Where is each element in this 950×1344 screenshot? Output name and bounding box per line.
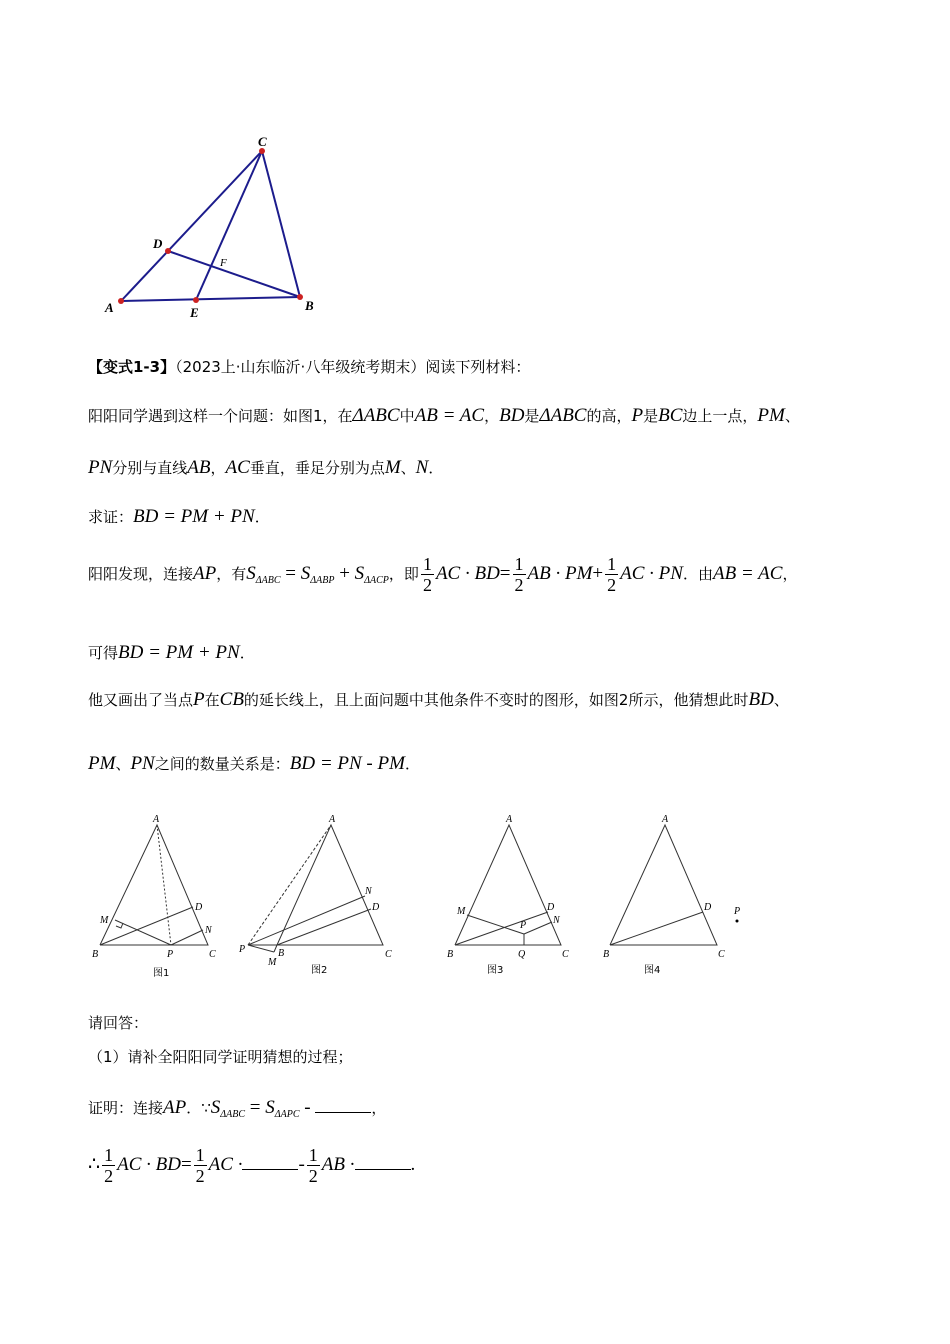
text: ． [239, 644, 255, 662]
point-B [297, 294, 303, 300]
text: 阳阳同学遇到这样一个问题：如图1，在 [88, 407, 353, 425]
figure-1 [100, 825, 208, 945]
fig2-label-M: M [268, 957, 277, 968]
text: 、 [400, 459, 416, 477]
text: 之间的数量关系是： [154, 755, 290, 773]
math: AB = AC [712, 563, 783, 584]
segment-AB [121, 297, 300, 301]
numerator: 1 [607, 554, 617, 574]
fraction-half [513, 555, 526, 594]
numerator: 1 [195, 1145, 205, 1165]
fig3-label-B: B [447, 949, 454, 960]
math: BD = PN - PM [289, 753, 405, 774]
fig1-label-M: M [100, 915, 109, 926]
paragraph-line-2 [88, 458, 443, 477]
subscript: ΔABP [310, 575, 335, 586]
denominator: 2 [607, 575, 617, 595]
fig1-label-C: C [209, 949, 216, 960]
denominator: 2 [308, 1166, 318, 1186]
fig3-label-A: A [506, 814, 513, 825]
text: ，有 [216, 565, 247, 583]
math: AC · [208, 1154, 243, 1175]
math: S [265, 1097, 275, 1118]
math: AB = AC [414, 405, 485, 426]
math: CB [219, 689, 244, 710]
fraction-half [194, 1146, 207, 1185]
fill-blank-2[interactable] [242, 1168, 298, 1170]
math: = [499, 563, 511, 584]
math: + [592, 563, 604, 584]
math: S [354, 563, 365, 584]
conclusion-line [88, 643, 255, 662]
text: 分别与直线 [112, 459, 188, 477]
text: ． [428, 459, 444, 477]
numerator: 1 [104, 1145, 114, 1165]
denominator: 2 [422, 575, 432, 595]
denominator: 2 [514, 575, 524, 595]
fig4-label-C: C [718, 949, 725, 960]
math: PN [88, 457, 113, 478]
text: ． [404, 755, 420, 773]
segment-AC [121, 151, 262, 301]
numerator: 1 [514, 554, 524, 574]
text: ． [254, 508, 270, 526]
math: AB [187, 457, 211, 478]
math: AC [225, 457, 250, 478]
text: 证明：连接 [88, 1099, 164, 1117]
math: M [384, 457, 401, 478]
math: ΔABC [539, 405, 587, 426]
fig4-label-D: D [704, 902, 712, 913]
discovery-line [88, 552, 797, 596]
label-D: D [153, 236, 163, 251]
numerator: 1 [308, 1145, 318, 1165]
fig3-label-P: P [520, 920, 527, 931]
math: S [300, 563, 311, 584]
text: ，即 [388, 565, 419, 583]
math: AC · BD [435, 563, 500, 584]
answer-intro: 请回答： [88, 1014, 149, 1032]
text: ．∵ [186, 1099, 211, 1117]
fig2-label-C: C [385, 949, 392, 960]
fraction-half [421, 555, 434, 594]
math: AB · [321, 1154, 355, 1175]
math: - [299, 1097, 316, 1118]
text: ， [210, 459, 226, 477]
segment-DB [168, 251, 300, 297]
math: BC [658, 405, 683, 426]
fill-blank-3[interactable] [355, 1168, 411, 1170]
fig3-label-Q: Q [518, 949, 526, 960]
fig1-label-D: D [195, 902, 203, 913]
math: PM [757, 405, 785, 426]
math: S [210, 1097, 221, 1118]
text: 是 [524, 407, 540, 425]
math: AC · PN [620, 563, 683, 584]
label-F: F [220, 257, 227, 269]
math: PN [130, 753, 155, 774]
text: 垂直，垂足分别为点 [249, 459, 385, 477]
text: ．由 [682, 565, 713, 583]
paragraph-line-1 [88, 406, 800, 425]
prove-line [88, 507, 270, 526]
fraction-half [102, 1146, 115, 1185]
variant-tag: 【变式1-3】 [88, 358, 176, 376]
text: ， [371, 1099, 387, 1117]
text: 在 [204, 691, 220, 709]
problem-header [88, 360, 530, 375]
text: 求证： [88, 508, 134, 526]
math: BD [748, 689, 774, 710]
subscript: ΔACP [364, 575, 389, 586]
fig1-label-N: N [205, 925, 212, 936]
text: ， [782, 565, 798, 583]
math: = [180, 1154, 192, 1175]
subscript: ΔABC [255, 575, 281, 586]
math: S [246, 563, 256, 584]
subscript: ΔAPC [274, 1109, 300, 1120]
fig4-label-B: B [603, 949, 610, 960]
point-D [165, 248, 171, 254]
math: P [631, 405, 644, 426]
math: AC · BD [117, 1154, 181, 1175]
math: AB · PM [527, 563, 593, 584]
math: = [280, 563, 301, 584]
text: 阳阳发现，连接 [88, 565, 194, 583]
caption-fig3: 图3 [487, 965, 504, 976]
text: 可得 [88, 644, 119, 662]
fig2-label-D: D [372, 902, 380, 913]
fig2-label-A: A [329, 814, 336, 825]
fig4-label-A: A [662, 814, 669, 825]
fig3-label-D: D [547, 902, 555, 913]
text: 是 [643, 407, 659, 425]
label-E: E [190, 305, 199, 320]
caption-fig2: 图2 [311, 965, 328, 976]
text: 的高， [586, 407, 632, 425]
figures-row [85, 810, 750, 990]
math: . [410, 1154, 416, 1175]
caption-fig4: 图4 [644, 965, 661, 976]
denominator: 2 [195, 1166, 205, 1186]
fig3-label-N: N [553, 915, 560, 926]
point-E [193, 297, 199, 303]
fraction-half [605, 555, 618, 594]
denominator: 2 [104, 1166, 114, 1186]
math: PM [88, 753, 116, 774]
fill-blank-1[interactable] [315, 1111, 371, 1113]
segment-CB [262, 151, 300, 297]
numerator: 1 [422, 554, 432, 574]
question-1: （1）请补全阳阳同学证明猜想的过程； [88, 1048, 353, 1066]
fig4-point-P [736, 920, 739, 923]
fig2-label-N: N [365, 886, 372, 897]
segment-CE [196, 151, 262, 300]
text: 他又画出了当点 [88, 691, 194, 709]
text: 、 [773, 691, 789, 709]
fig4-label-P: P [734, 906, 741, 917]
text: 的延长线上，且上面问题中其他条件不变时的图形，如图2所示，他猜想此时 [243, 691, 749, 709]
math: BD = PM + PN [118, 642, 240, 663]
fig3-label-C: C [562, 949, 569, 960]
math: + [334, 563, 355, 584]
math: - [298, 1154, 305, 1175]
figure-2 [248, 825, 383, 952]
text: 、 [784, 407, 800, 425]
caption-fig1: 图1 [153, 968, 170, 979]
math: BD [499, 405, 525, 426]
fig1-label-A: A [153, 814, 160, 825]
fig1-label-B: B [92, 949, 99, 960]
proof-line-1 [88, 1098, 386, 1120]
proof-line-2 [88, 1143, 415, 1187]
figure-4 [610, 825, 717, 945]
extension-line-2 [88, 754, 420, 773]
text: ， [484, 407, 500, 425]
math: BD = PM + PN [133, 506, 255, 527]
fig3-label-M: M [457, 906, 466, 917]
text: 边上一点， [682, 407, 758, 425]
math: ΔABC [352, 405, 400, 426]
text: 、 [115, 755, 131, 773]
math: P [193, 689, 205, 710]
math: ∴ [88, 1154, 101, 1175]
label-B: B [305, 298, 314, 313]
label-A: A [105, 300, 114, 315]
fig2-label-B: B [278, 948, 285, 959]
top-triangle-figure [100, 130, 330, 325]
math: = [245, 1097, 266, 1118]
fraction-half [307, 1146, 320, 1185]
text: 中 [399, 407, 415, 425]
extension-line-1 [88, 690, 789, 709]
figure-3 [455, 825, 561, 945]
problem-source: （2023上·山东临沂·八年级统考期末）阅读下列材料： [175, 358, 531, 376]
label-C: C [258, 134, 267, 149]
point-A [118, 298, 124, 304]
math: N [415, 457, 429, 478]
math: AP [163, 1097, 187, 1118]
subscript: ΔABC [220, 1109, 246, 1120]
fig1-label-P: P [167, 949, 174, 960]
fig2-label-P: P [239, 944, 246, 955]
math: AP [193, 563, 217, 584]
